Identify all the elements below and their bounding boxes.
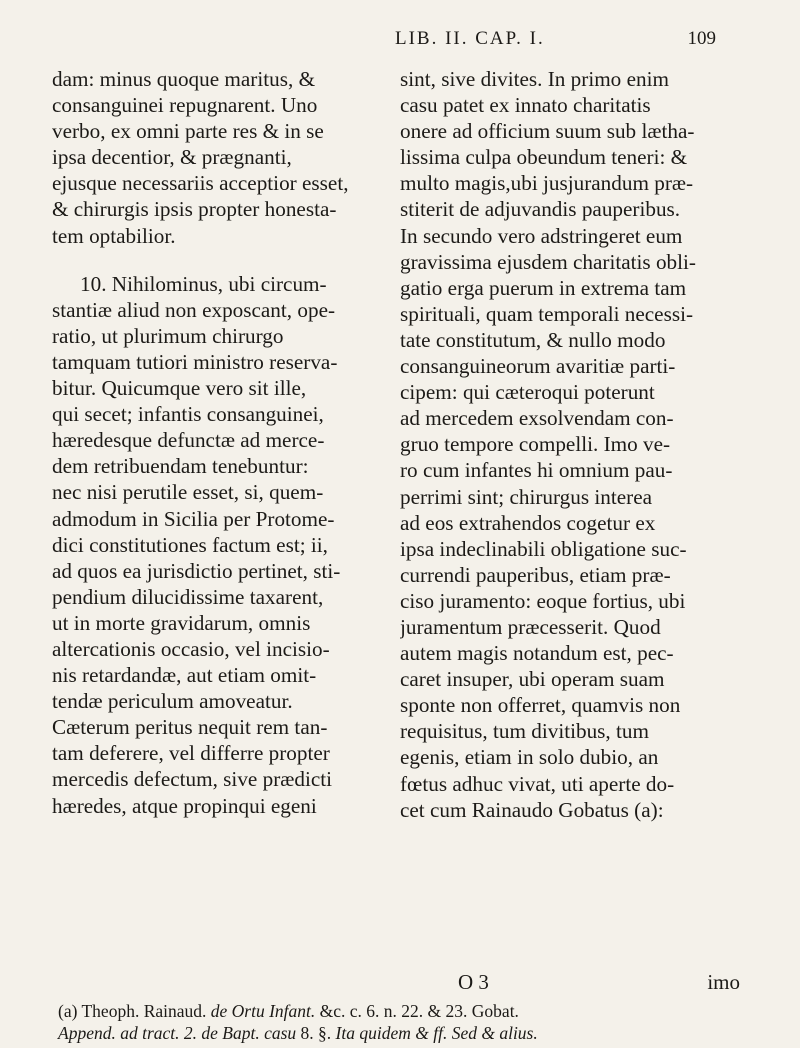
left-para2-line: bitur. Quicumque vero sit ille,: [52, 376, 307, 401]
footnote-section: 8. §.: [300, 1023, 336, 1043]
right-para-line: caret insuper, ubi operam suam: [400, 667, 665, 692]
right-para-line: ad mercedem exsolvendam con-: [400, 406, 674, 431]
right-para-line: cipem: qui cæteroqui poterunt: [400, 380, 655, 405]
left-para1-line: verbo, ex omni parte res & in se: [52, 119, 324, 144]
right-para-line: cet cum Rainaudo Gobatus (a):: [400, 797, 664, 822]
right-para-line: gruo tempore compelli. Imo ve-: [400, 432, 671, 457]
right-para-line: casu patet ex innato charitatis: [400, 93, 651, 118]
left-para2-line: tamquam tutiori ministro reserva-: [52, 349, 338, 374]
left-para2-line: tendæ periculum amoveatur.: [52, 689, 293, 714]
left-para2-line: nis retardandæ, aut etiam omit-: [52, 663, 317, 688]
left-para1-line: consanguinei repugnarent. Uno: [52, 93, 318, 118]
left-para2-line: hæredes, atque propinqui egeni: [52, 793, 317, 818]
left-para2-line: dici constitutiones factum est; ii,: [52, 532, 328, 557]
right-para-line: gatio erga puerum in extrema tam: [400, 275, 687, 300]
right-para-line: autem magis notandum est, pec-: [400, 641, 674, 666]
left-para2-line: ut in morte gravidarum, omnis: [52, 610, 311, 635]
signature-mark: O 3: [458, 970, 489, 994]
left-para2-line: mercedis defectum, sive prædicti: [52, 767, 333, 792]
right-para-line: onere ad officium suum sub lætha-: [400, 119, 695, 144]
footnote-appendix: Append. ad tract. 2. de Bapt. casu: [58, 1023, 301, 1043]
left-para1-line: ejusque necessariis acceptior esset,: [52, 171, 349, 196]
paragraph-gap: [52, 249, 382, 271]
left-para2-line: pendium dilucidissime taxarent,: [52, 584, 324, 609]
right-para-line: spirituali, quam temporali necessi-: [400, 301, 694, 326]
left-para2-line: ad quos ea jurisdictio pertinet, sti-: [52, 558, 341, 583]
footnote-line-1: [58, 1000, 758, 1022]
footnote-citation: &c. c. 6. n. 22. & 23. Gobat.: [319, 1001, 519, 1021]
footnote-title: de Ortu Infant.: [210, 1001, 316, 1021]
right-para-line: lissima culpa obeundum teneri: &: [400, 145, 688, 170]
left-para2-line: admodum in Sicilia per Protome-: [52, 506, 335, 531]
left-para2-line: stantiæ aliud non exposcant, ope-: [52, 297, 336, 322]
left-para1-line: dam: minus quoque maritus, &: [52, 67, 316, 91]
right-para-line: ro cum infantes hi omnium pau-: [400, 458, 673, 483]
left-para1-line: ipsa decentior, & prægnanti,: [52, 145, 292, 170]
left-para1-line: tem optabilior.: [52, 223, 176, 248]
left-para2-line: altercationis occasio, vel incisio-: [52, 636, 330, 661]
left-para2-line: hæredesque defunctæ ad merce-: [52, 428, 325, 453]
left-para2-line: tam deferere, vel differre propter: [52, 741, 330, 766]
right-para-line: consanguineorum avaritiæ parti-: [400, 354, 676, 379]
right-para-line: juramentum præcesserit. Quod: [400, 614, 661, 639]
right-para-line: sponte non offerret, quamvis non: [400, 693, 681, 718]
left-para2-line: Cæterum peritus nequit rem tan-: [52, 715, 328, 740]
left-para2-line: qui secet; infantis consanguinei,: [52, 402, 324, 427]
right-para-line: requisitus, tum divitibus, tum: [400, 719, 649, 744]
left-para2-line: nec nisi perutile esset, si, quem-: [52, 480, 324, 505]
right-para-line: egenis, etiam in solo dubio, an: [400, 745, 659, 770]
right-para-line: ad eos extrahendos cogetur ex: [400, 510, 656, 535]
right-para-line: currendi pauperibus, etiam præ-: [400, 562, 671, 587]
running-title: LIB. II. CAP. I.: [395, 28, 545, 49]
left-para2-line: dem retribuendam tenebuntur:: [52, 454, 309, 479]
right-para-line: sint, sive divites. In primo enim: [400, 67, 669, 91]
right-para-line: ciso juramento: eoque fortius, ubi: [400, 588, 686, 613]
left-para2-line: ratio, ut plurimum chirurgo: [52, 323, 284, 348]
right-column: [400, 66, 750, 823]
right-para-line: multo magis,ubi jusjurandum præ-: [400, 171, 694, 196]
footnote-line-2: [58, 1022, 758, 1044]
right-para-line: fœtus adhuc vivat, uti aperte do-: [400, 771, 675, 796]
right-para-line: perrimi sint; chirurgus interea: [400, 484, 653, 509]
right-para-line: stiterit de adjuvandis pauperibus.: [400, 197, 681, 222]
left-para2-line: 10. Nihilominus, ubi circum-: [80, 271, 327, 296]
page-number: 109: [687, 28, 716, 49]
footnote-ref: (a) Theoph. Rainaud.: [58, 1001, 207, 1021]
right-para-line: In secundo vero adstringeret eum: [400, 223, 683, 248]
footnote-quote: Ita quidem & ff. Sed & alius.: [335, 1023, 538, 1043]
right-para-line: tate constitutum, & nullo modo: [400, 327, 666, 352]
running-head: [40, 20, 760, 60]
right-para-line: ipsa indeclinabili obligatione suc-: [400, 536, 687, 561]
left-column: [52, 66, 382, 819]
left-para1-line: & chirurgis ipsis propter honesta-: [52, 197, 337, 222]
right-para-line: gravissima ejusdem charitatis obli-: [400, 249, 696, 274]
catchword: imo: [707, 970, 740, 994]
